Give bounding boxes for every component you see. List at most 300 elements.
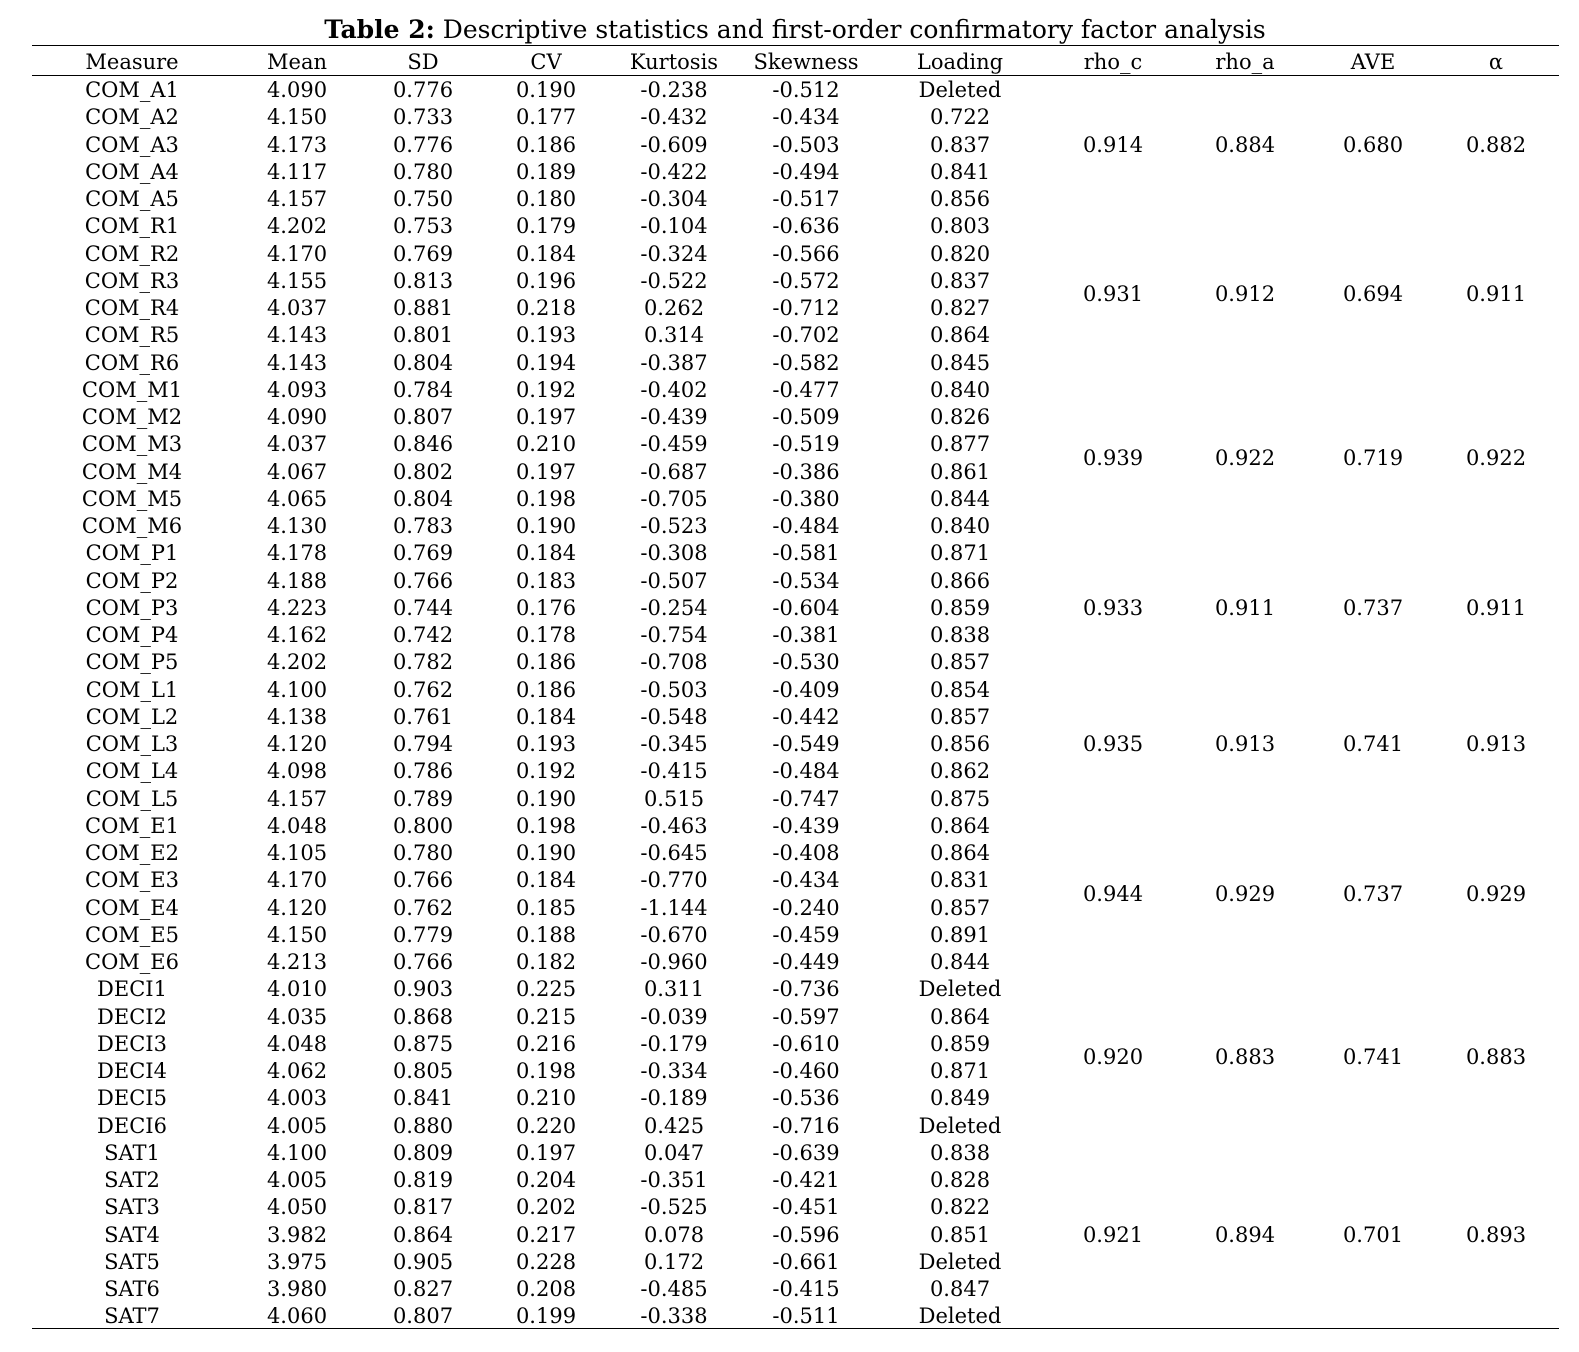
cell-mean: 4.098 xyxy=(266,759,328,784)
cell-loading: 0.859 xyxy=(929,595,991,620)
cell-mean: 4.090 xyxy=(266,78,328,102)
cell-skewness: -0.381 xyxy=(772,623,840,647)
caption-text: Descriptive statistics and first-order confirmatory factor analysis xyxy=(434,15,1266,44)
cell-loading: 0.837 xyxy=(929,268,991,293)
cell-skewness: -0.534 xyxy=(772,568,840,593)
group-ave: 0.741 xyxy=(1342,1045,1404,1070)
cell-skewness: -0.415 xyxy=(772,1277,840,1301)
group-rho-a: 0.912 xyxy=(1214,282,1276,307)
cell-mean: 4.035 xyxy=(266,1004,328,1029)
cell-skewness: -0.536 xyxy=(772,1086,840,1111)
cell-kurtosis: 0.172 xyxy=(643,1249,705,1274)
cell-sd: 0.804 xyxy=(392,350,454,375)
group-rho-c: 0.931 xyxy=(1082,282,1144,307)
cell-kurtosis: -0.334 xyxy=(640,1059,708,1083)
cell-kurtosis: 0.078 xyxy=(643,1222,705,1247)
cell-cv: 0.179 xyxy=(515,214,577,239)
cell-mean: 4.170 xyxy=(266,868,328,893)
cell-measure: COM_L4 xyxy=(85,759,179,784)
cell-kurtosis: -0.705 xyxy=(640,486,708,511)
group-rho-a: 0.913 xyxy=(1214,732,1276,756)
cell-sd: 0.744 xyxy=(392,595,454,620)
group-rho-c: 0.921 xyxy=(1082,1222,1144,1247)
cell-kurtosis: -0.645 xyxy=(640,841,708,865)
cell-mean: 4.037 xyxy=(266,432,328,457)
cell-mean: 4.120 xyxy=(266,895,328,920)
cell-sd: 0.819 xyxy=(392,1168,454,1192)
cell-sd: 0.766 xyxy=(392,568,454,593)
cell-skewness: -0.596 xyxy=(772,1222,840,1247)
group-alpha: 0.922 xyxy=(1465,445,1527,470)
group-rho-c: 0.944 xyxy=(1082,881,1144,906)
cell-kurtosis: 0.047 xyxy=(643,1140,705,1165)
cell-mean: 4.130 xyxy=(266,514,328,538)
cell-sd: 0.769 xyxy=(392,241,454,266)
group-rho-c: 0.920 xyxy=(1082,1045,1144,1070)
header-mean: Mean xyxy=(267,50,327,74)
group-ave: 0.741 xyxy=(1342,732,1404,756)
cell-mean: 4.150 xyxy=(266,922,328,947)
cell-kurtosis: -0.754 xyxy=(640,623,708,647)
cell-mean: 4.202 xyxy=(266,650,328,675)
cell-measure: COM_A4 xyxy=(85,159,179,184)
cell-sd: 0.807 xyxy=(392,405,454,429)
cell-measure: DECI1 xyxy=(97,977,167,1002)
cell-skewness: -0.636 xyxy=(772,214,840,239)
cell-loading: 0.864 xyxy=(929,1004,991,1029)
cell-measure: COM_P2 xyxy=(85,568,179,593)
cell-sd: 0.841 xyxy=(392,1086,454,1111)
caption-label: Table 2: xyxy=(324,15,435,44)
cell-kurtosis: -0.179 xyxy=(640,1031,708,1056)
cell-kurtosis: -0.432 xyxy=(640,105,708,130)
cell-skewness: -0.240 xyxy=(772,895,840,920)
cell-loading: 0.875 xyxy=(929,786,991,811)
cell-sd: 0.766 xyxy=(392,950,454,974)
cell-sd: 0.846 xyxy=(392,432,454,457)
cell-sd: 0.864 xyxy=(392,1222,454,1247)
cell-loading: 0.856 xyxy=(929,187,991,211)
cell-kurtosis: -0.507 xyxy=(640,568,708,593)
cell-sd: 0.762 xyxy=(392,677,454,702)
cell-measure: COM_A3 xyxy=(85,132,179,157)
group-rho-a: 0.911 xyxy=(1214,595,1276,620)
group-alpha: 0.883 xyxy=(1465,1045,1527,1070)
cell-cv: 0.199 xyxy=(515,1304,577,1329)
header-sd: SD xyxy=(407,50,439,74)
cell-measure: COM_L2 xyxy=(85,704,179,729)
cell-skewness: -0.421 xyxy=(772,1168,840,1192)
cell-mean: 4.117 xyxy=(266,159,328,184)
group-alpha: 0.911 xyxy=(1465,282,1527,307)
cell-cv: 0.208 xyxy=(515,1277,577,1301)
cell-kurtosis: -0.238 xyxy=(640,78,708,102)
cell-measure: COM_R1 xyxy=(84,214,180,239)
cell-measure: SAT1 xyxy=(104,1140,160,1165)
cell-cv: 0.177 xyxy=(515,105,577,130)
cell-mean: 4.060 xyxy=(266,1304,328,1329)
cell-measure: COM_M6 xyxy=(81,514,183,538)
cell-cv: 0.198 xyxy=(515,813,577,838)
cell-sd: 0.766 xyxy=(392,868,454,893)
cell-sd: 0.809 xyxy=(392,1140,454,1165)
cell-mean: 4.150 xyxy=(266,105,328,130)
cell-cv: 0.184 xyxy=(515,868,577,893)
cell-cv: 0.192 xyxy=(515,759,577,784)
cell-kurtosis: -0.687 xyxy=(640,459,708,484)
cell-loading: Deleted xyxy=(918,1113,1002,1138)
group-rho-a: 0.922 xyxy=(1214,445,1276,470)
cell-cv: 0.193 xyxy=(515,323,577,348)
cell-kurtosis: -0.960 xyxy=(640,950,708,974)
cell-kurtosis: -0.670 xyxy=(640,922,708,947)
cell-skewness: -0.736 xyxy=(772,977,840,1002)
cell-mean: 4.157 xyxy=(266,786,328,811)
header-loading: Loading xyxy=(916,50,1004,74)
top-rule xyxy=(32,45,1559,46)
group-rho-c: 0.935 xyxy=(1082,732,1144,756)
cell-mean: 4.188 xyxy=(266,568,328,593)
cell-mean: 4.202 xyxy=(266,214,328,239)
cell-loading: 0.857 xyxy=(929,704,991,729)
cell-cv: 0.184 xyxy=(515,241,577,266)
cell-sd: 0.875 xyxy=(392,1031,454,1056)
cell-cv: 0.194 xyxy=(515,350,577,375)
group-rho-c: 0.914 xyxy=(1082,132,1144,157)
cell-measure: SAT5 xyxy=(104,1249,160,1274)
cell-kurtosis: -0.039 xyxy=(640,1004,708,1029)
cell-measure: COM_M2 xyxy=(81,405,183,429)
cell-cv: 0.215 xyxy=(515,1004,577,1029)
cell-skewness: -0.449 xyxy=(772,950,840,974)
cell-cv: 0.198 xyxy=(515,1059,577,1083)
cell-sd: 0.769 xyxy=(392,541,454,566)
cell-mean: 4.223 xyxy=(266,595,328,620)
cell-sd: 0.794 xyxy=(392,732,454,756)
cell-sd: 0.807 xyxy=(392,1304,454,1329)
cell-kurtosis: 0.311 xyxy=(643,977,705,1002)
cell-cv: 0.204 xyxy=(515,1168,577,1192)
header-rule xyxy=(32,75,1559,76)
cell-cv: 0.220 xyxy=(515,1113,577,1138)
cell-sd: 0.783 xyxy=(392,514,454,538)
cell-skewness: -0.597 xyxy=(772,1004,840,1029)
cell-measure: COM_P3 xyxy=(85,595,179,620)
cell-measure: COM_E5 xyxy=(85,922,179,947)
cell-measure: COM_A5 xyxy=(85,187,179,211)
cell-measure: COM_M4 xyxy=(81,459,183,484)
cell-mean: 4.143 xyxy=(266,350,328,375)
cell-loading: 0.827 xyxy=(929,296,991,320)
cell-loading: Deleted xyxy=(918,977,1002,1002)
cell-measure: COM_E6 xyxy=(85,950,179,974)
cell-mean: 4.005 xyxy=(266,1168,328,1192)
cell-loading: Deleted xyxy=(918,1304,1002,1329)
header-measure: Measure xyxy=(85,50,179,74)
cell-kurtosis: -0.351 xyxy=(640,1168,708,1192)
cell-mean: 4.157 xyxy=(266,187,328,211)
cell-sd: 0.733 xyxy=(392,105,454,130)
cell-loading: 0.857 xyxy=(929,650,991,675)
group-alpha: 0.882 xyxy=(1465,132,1527,157)
group-ave: 0.694 xyxy=(1342,282,1404,307)
cell-skewness: -0.439 xyxy=(772,813,840,838)
cell-skewness: -0.434 xyxy=(772,868,840,893)
cell-cv: 0.197 xyxy=(515,1140,577,1165)
cell-mean: 4.162 xyxy=(266,623,328,647)
cell-sd: 0.750 xyxy=(392,187,454,211)
cell-sd: 0.802 xyxy=(392,459,454,484)
group-rho-a: 0.894 xyxy=(1214,1222,1276,1247)
cell-kurtosis: 0.515 xyxy=(643,786,705,811)
cell-measure: DECI3 xyxy=(97,1031,167,1056)
cell-loading: 0.837 xyxy=(929,132,991,157)
cell-kurtosis: -0.439 xyxy=(640,405,708,429)
cell-skewness: -0.639 xyxy=(772,1140,840,1165)
cell-sd: 0.776 xyxy=(392,78,454,102)
cell-skewness: -0.517 xyxy=(772,187,840,211)
cell-kurtosis: -0.338 xyxy=(640,1304,708,1329)
cell-cv: 0.190 xyxy=(515,841,577,865)
cell-skewness: -0.747 xyxy=(772,786,840,811)
cell-loading: 0.840 xyxy=(929,377,991,402)
cell-loading: 0.838 xyxy=(929,1140,991,1165)
cell-kurtosis: -0.104 xyxy=(640,214,708,239)
cell-cv: 0.225 xyxy=(515,977,577,1002)
cell-cv: 0.183 xyxy=(515,568,577,593)
cell-cv: 0.186 xyxy=(515,132,577,157)
cell-cv: 0.189 xyxy=(515,159,577,184)
cell-cv: 0.186 xyxy=(515,677,577,702)
cell-skewness: -0.702 xyxy=(772,323,840,348)
group-alpha: 0.913 xyxy=(1465,732,1527,756)
cell-loading: 0.866 xyxy=(929,568,991,593)
cell-cv: 0.217 xyxy=(515,1222,577,1247)
cell-measure: SAT3 xyxy=(104,1195,160,1220)
cell-skewness: -0.494 xyxy=(772,159,840,184)
cell-sd: 0.827 xyxy=(392,1277,454,1301)
cell-mean: 4.062 xyxy=(266,1059,328,1083)
cell-cv: 0.210 xyxy=(515,1086,577,1111)
cell-cv: 0.188 xyxy=(515,922,577,947)
header-skewness: Skewness xyxy=(753,50,859,74)
cell-cv: 0.190 xyxy=(515,786,577,811)
cell-mean: 4.178 xyxy=(266,541,328,566)
cell-mean: 4.048 xyxy=(266,813,328,838)
cell-measure: COM_A1 xyxy=(85,78,179,102)
cell-skewness: -0.716 xyxy=(772,1113,840,1138)
cell-loading: 0.849 xyxy=(929,1086,991,1111)
cell-sd: 0.782 xyxy=(392,650,454,675)
cell-skewness: -0.484 xyxy=(772,514,840,538)
cell-measure: COM_L5 xyxy=(85,786,179,811)
cell-sd: 0.753 xyxy=(392,214,454,239)
cell-mean: 4.050 xyxy=(266,1195,328,1220)
cell-cv: 0.228 xyxy=(515,1249,577,1274)
cell-measure: DECI5 xyxy=(97,1086,167,1111)
cell-mean: 4.090 xyxy=(266,405,328,429)
cell-kurtosis: -0.459 xyxy=(640,432,708,457)
cell-cv: 0.198 xyxy=(515,486,577,511)
cell-measure: DECI2 xyxy=(97,1004,167,1029)
cell-kurtosis: -0.609 xyxy=(640,132,708,157)
cell-sd: 0.903 xyxy=(392,977,454,1002)
cell-measure: COM_R3 xyxy=(84,268,180,293)
cell-measure: SAT6 xyxy=(104,1277,160,1301)
group-alpha: 0.911 xyxy=(1465,595,1527,620)
cell-loading: 0.891 xyxy=(929,922,991,947)
cell-kurtosis: -0.324 xyxy=(640,241,708,266)
cell-measure: COM_E4 xyxy=(85,895,179,920)
cell-sd: 0.868 xyxy=(392,1004,454,1029)
cell-kurtosis: -0.525 xyxy=(640,1195,708,1220)
cell-cv: 0.184 xyxy=(515,541,577,566)
cell-measure: DECI4 xyxy=(97,1059,167,1083)
cell-skewness: -0.582 xyxy=(772,350,840,375)
cell-kurtosis: -0.548 xyxy=(640,704,708,729)
cell-cv: 0.185 xyxy=(515,895,577,920)
cell-mean: 4.048 xyxy=(266,1031,328,1056)
cell-kurtosis: -0.345 xyxy=(640,732,708,756)
cell-cv: 0.210 xyxy=(515,432,577,457)
cell-loading: 0.828 xyxy=(929,1168,991,1192)
cell-skewness: -0.451 xyxy=(772,1195,840,1220)
cell-measure: COM_R6 xyxy=(84,350,180,375)
cell-measure: COM_A2 xyxy=(85,105,179,130)
cell-loading: 0.877 xyxy=(929,432,991,457)
cell-kurtosis: -0.254 xyxy=(640,595,708,620)
cell-loading: 0.861 xyxy=(929,459,991,484)
cell-kurtosis: 0.314 xyxy=(643,323,705,348)
cell-mean: 3.975 xyxy=(266,1249,328,1274)
cell-loading: 0.871 xyxy=(929,1059,991,1083)
cell-kurtosis: -0.708 xyxy=(640,650,708,675)
cell-skewness: -0.408 xyxy=(772,841,840,865)
cell-sd: 0.780 xyxy=(392,841,454,865)
cell-sd: 0.800 xyxy=(392,813,454,838)
cell-mean: 4.100 xyxy=(266,1140,328,1165)
cell-kurtosis: 0.425 xyxy=(643,1113,705,1138)
group-ave: 0.737 xyxy=(1342,881,1404,906)
cell-cv: 0.197 xyxy=(515,459,577,484)
cell-cv: 0.193 xyxy=(515,732,577,756)
cell-sd: 0.780 xyxy=(392,159,454,184)
cell-sd: 0.786 xyxy=(392,759,454,784)
cell-measure: SAT7 xyxy=(104,1304,160,1329)
cell-loading: Deleted xyxy=(918,78,1002,102)
cell-skewness: -0.409 xyxy=(772,677,840,702)
cell-sd: 0.742 xyxy=(392,623,454,647)
cell-skewness: -0.712 xyxy=(772,296,840,320)
cell-skewness: -0.610 xyxy=(772,1031,840,1056)
cell-cv: 0.190 xyxy=(515,78,577,102)
cell-loading: 0.840 xyxy=(929,514,991,538)
cell-loading: 0.844 xyxy=(929,950,991,974)
cell-mean: 4.213 xyxy=(266,950,328,974)
cell-measure: COM_E3 xyxy=(85,868,179,893)
cell-cv: 0.178 xyxy=(515,623,577,647)
cell-loading: 0.856 xyxy=(929,732,991,756)
cell-measure: COM_P1 xyxy=(85,541,179,566)
cell-measure: COM_M5 xyxy=(81,486,183,511)
cell-measure: SAT4 xyxy=(104,1222,160,1247)
cell-skewness: -0.380 xyxy=(772,486,840,511)
cell-loading: 0.862 xyxy=(929,759,991,784)
cell-kurtosis: -0.503 xyxy=(640,677,708,702)
cell-sd: 0.813 xyxy=(392,268,454,293)
header-ave: AVE xyxy=(1350,50,1396,74)
group-rho-a: 0.929 xyxy=(1214,881,1276,906)
header-kurtosis: Kurtosis xyxy=(629,50,719,74)
cell-mean: 4.065 xyxy=(266,486,328,511)
cell-loading: 0.838 xyxy=(929,623,991,647)
cell-loading: 0.845 xyxy=(929,350,991,375)
cell-sd: 0.779 xyxy=(392,922,454,947)
cell-skewness: -0.512 xyxy=(772,78,840,102)
cell-measure: SAT2 xyxy=(104,1168,160,1192)
cell-mean: 4.005 xyxy=(266,1113,328,1138)
cell-measure: COM_L3 xyxy=(85,732,179,756)
cell-loading: 0.822 xyxy=(929,1195,991,1220)
cell-kurtosis: -0.422 xyxy=(640,159,708,184)
cell-kurtosis: -0.304 xyxy=(640,187,708,211)
cell-measure: COM_M1 xyxy=(81,377,183,402)
group-alpha: 0.893 xyxy=(1465,1222,1527,1247)
cell-skewness: -0.572 xyxy=(772,268,840,293)
cell-cv: 0.190 xyxy=(515,514,577,538)
cell-mean: 4.170 xyxy=(266,241,328,266)
cell-sd: 0.762 xyxy=(392,895,454,920)
cell-measure: COM_R5 xyxy=(84,323,180,348)
cell-loading: 0.722 xyxy=(929,105,991,130)
cell-measure: COM_R2 xyxy=(84,241,180,266)
cell-sd: 0.881 xyxy=(392,296,454,320)
cell-mean: 4.138 xyxy=(266,704,328,729)
cell-mean: 4.093 xyxy=(266,377,328,402)
cell-measure: COM_E1 xyxy=(85,813,179,838)
header-rho-c: rho_c xyxy=(1083,50,1143,74)
cell-kurtosis: -0.463 xyxy=(640,813,708,838)
cell-cv: 0.192 xyxy=(515,377,577,402)
cell-loading: 0.871 xyxy=(929,541,991,566)
cell-skewness: -0.460 xyxy=(772,1059,840,1083)
group-rho-c: 0.939 xyxy=(1082,445,1144,470)
cell-skewness: -0.661 xyxy=(772,1249,840,1274)
cell-loading: 0.841 xyxy=(929,159,991,184)
cell-loading: 0.820 xyxy=(929,241,991,266)
cell-sd: 0.905 xyxy=(392,1249,454,1274)
cell-loading: 0.854 xyxy=(929,677,991,702)
cell-sd: 0.805 xyxy=(392,1059,454,1083)
cell-skewness: -0.530 xyxy=(772,650,840,675)
cell-skewness: -0.484 xyxy=(772,759,840,784)
cell-mean: 3.980 xyxy=(266,1277,328,1301)
cell-cv: 0.186 xyxy=(515,650,577,675)
cell-skewness: -0.503 xyxy=(772,132,840,157)
group-ave: 0.737 xyxy=(1342,595,1404,620)
cell-cv: 0.184 xyxy=(515,704,577,729)
cell-mean: 4.120 xyxy=(266,732,328,756)
cell-kurtosis: -0.308 xyxy=(640,541,708,566)
cell-kurtosis: -1.144 xyxy=(640,895,708,920)
cell-measure: COM_P4 xyxy=(85,623,179,647)
cell-kurtosis: 0.262 xyxy=(643,296,705,320)
cell-loading: 0.844 xyxy=(929,486,991,511)
group-ave: 0.701 xyxy=(1342,1222,1404,1247)
cell-cv: 0.196 xyxy=(515,268,577,293)
cell-mean: 4.067 xyxy=(266,459,328,484)
cell-loading: 0.851 xyxy=(929,1222,991,1247)
